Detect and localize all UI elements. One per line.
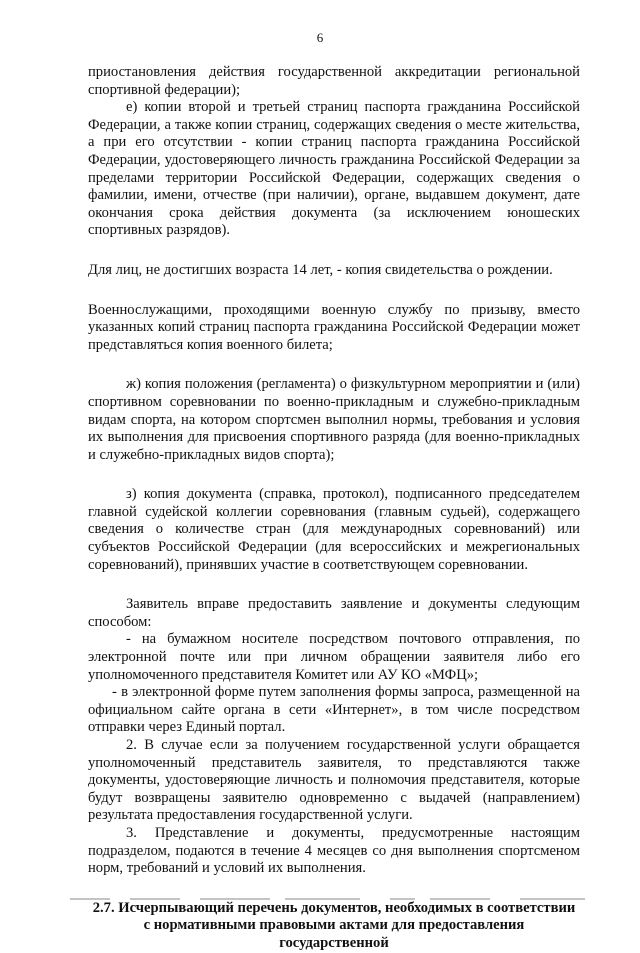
paragraph-deadline: 3. Представление и документы, предусмотренные настоящим подразделом, подаются в течение 4 месяцев со дня выполнения спортсменом норм, требований и условий их выполнения. — [88, 824, 580, 877]
paragraph-under-14: Для лиц, не достигших возраста 14 лет, - копия свидетельства о рождении. — [88, 261, 553, 278]
paragraph-item-zh-regulation: ж) копия положения (регламента) о физкультурном мероприятии и (или) спортивном соревновании по военно-прикладным и служебно-прикладным видам спорта, на котором спортсмен выполнил нормы, требования и условия их выполнения для присвоения спортивного разряда (для военно-прикладных и служебно-прикладных видов спорта); — [88, 376, 580, 463]
paragraph-representative: 2. В случае если за получением государственной услуги обращается уполномоченный представитель заявителя, то представляются также документы, удостоверяющие личность и полномочия представителя, которые будут возвращены заявителю одновременно с выдачей (направлением) результата предоставления государственной услуги. — [88, 737, 580, 824]
paragraph-item-z-protocol: з) копия документа (справка, протокол), подписанного председателем главной судейской коллегии соревнования (главным судьей), содержащего сведения о количестве стран (для международных соревнований) или субъектов Российской Федерации (для всероссийских и межрегиональных соревнований), принявших участие в соответствующем соревновании. — [88, 486, 580, 573]
paragraph-item-e-passport: е) копии второй и третьей страниц паспорта гражданина Российской Федерации, а также копии страниц, содержащих сведения о месте жительства, а при его отсутствии - копии страниц паспорта гражданина Российской Федерации, удостоверяющего личность гражданина Российской Федерации за пределами территории Российской Федерации, содержащих сведения о фамилии, имени, отчестве (при наличии), органе, выдавшем документ, дате окончания срока действия документа (за исключением юношеских спортивных разрядов). — [88, 99, 580, 239]
scan-edge-noise — [70, 896, 590, 902]
paragraph-submission-methods: Заявитель вправе предоставить заявление и документы следующим способом: — [88, 596, 580, 630]
page-number: 6 — [316, 30, 324, 45]
list-item-paper: - на бумажном носителе посредством почтового отправления, по электронной почте или при личном обращении заявителя либо его уполномоченного представителя Комитет или АУ КО «МФЦ»; — [88, 631, 580, 683]
document-body — [88, 64, 580, 953]
paragraph-accreditation: приостановления действия государственной аккредитации региональной спортивной федерации); — [88, 64, 580, 98]
paragraph-military: Военнослужащими, проходящими военную службу по призыву, вместо указанных копий страниц паспорта гражданина Российской Федерации может представляться копия военного билета; — [88, 301, 580, 353]
section-heading: 2.7. Исчерпывающий перечень документов, необходимых в соответствии с нормативными правовыми актами для предоставления государственной — [92, 899, 576, 951]
list-item-electronic: - в электронной форме путем заполнения формы запроса, размещенной на официальном сайте органа в сети «Интернет», в том числе посредством отправки через Единый портал. — [88, 684, 580, 736]
